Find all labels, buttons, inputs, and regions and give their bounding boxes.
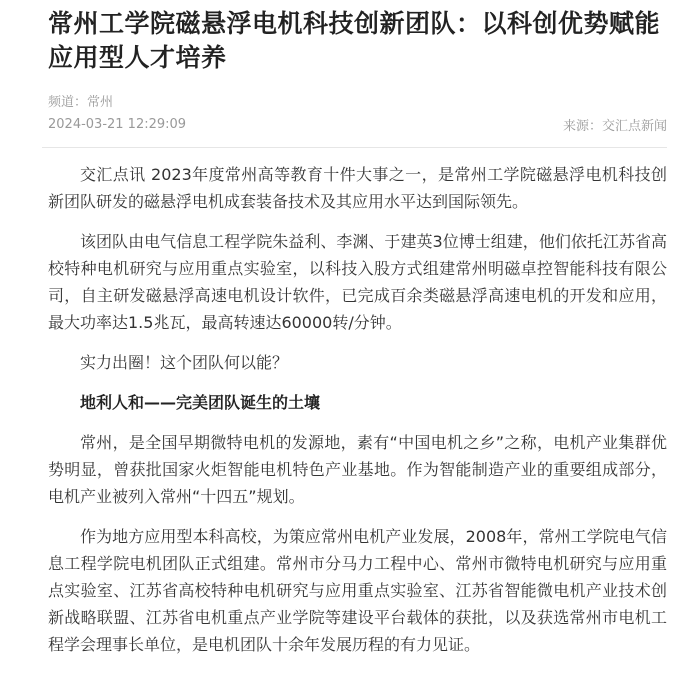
meta-channel-label: 频道： [48,95,88,110]
article-meta [48,92,667,136]
paragraph-team: 该团队由电气信息工程学院朱益利、李渊、于建英3位博士组建，他们依托江苏省高校特种电机研究与应用重点实验室，以科技入股方式组建常州明磁卓控智能科技有限公司，自主研发磁悬浮高速电机设计软件，已完成百余类磁悬浮高速电机的开发和应用，最大功率达1.5兆瓦，最高转速达60000转/分钟。 [48,232,667,332]
paragraph-changzhou: 常州，是全国早期微特电机的发源地，素有“中国电机之乡”之称，电机产业集群优势明显，曾获批国家火炬智能电机特色产业基地。作为智能制造产业的重要组成部分，电机产业被列入常州“十四五”规划。 [48,433,667,506]
paragraph-intro: 交汇点讯 2023年度常州高等教育十件大事之一，是常州工学院磁悬浮电机科技创新团队研发的磁悬浮电机成套装备技术及其应用水平达到国际领先。 [48,165,667,211]
paragraph-history: 作为地方应用型本科高校，为策应常州电机产业发展，2008年，常州工学院电气信息工程学院电机团队正式组建。常州市分马力工程中心、常州市微特电机研究与应用重点实验室、江苏省高校特种电机研究与应用重点实验室、江苏省智能微电机产业技术创新战略联盟、江苏省电机重点产业学院等建设平台载体的获批，以及获选常州市电机工程学会理事长单位，是电机团队十余年发展历程的有力见证。 [48,527,667,654]
meta-source-value: 交汇点新闻 [601,119,667,134]
meta-source-label: 来源： [562,119,602,134]
meta-datetime: 2024-03-21 12:29:09 [48,117,187,132]
section-heading: 地利人和——完美团队诞生的土壤 [80,393,321,412]
article-body [48,161,667,658]
meta-channel [48,92,667,114]
article-title: 常州工学院磁悬浮电机科技创新团队：以科创优势赋能应用型人才培养 [48,9,661,72]
meta-channel-value[interactable]: 常州 [87,95,114,110]
paragraph-question: 实力出圈！这个团队何以能？ [80,353,289,372]
meta-source [563,116,667,138]
meta-divider [42,147,667,148]
